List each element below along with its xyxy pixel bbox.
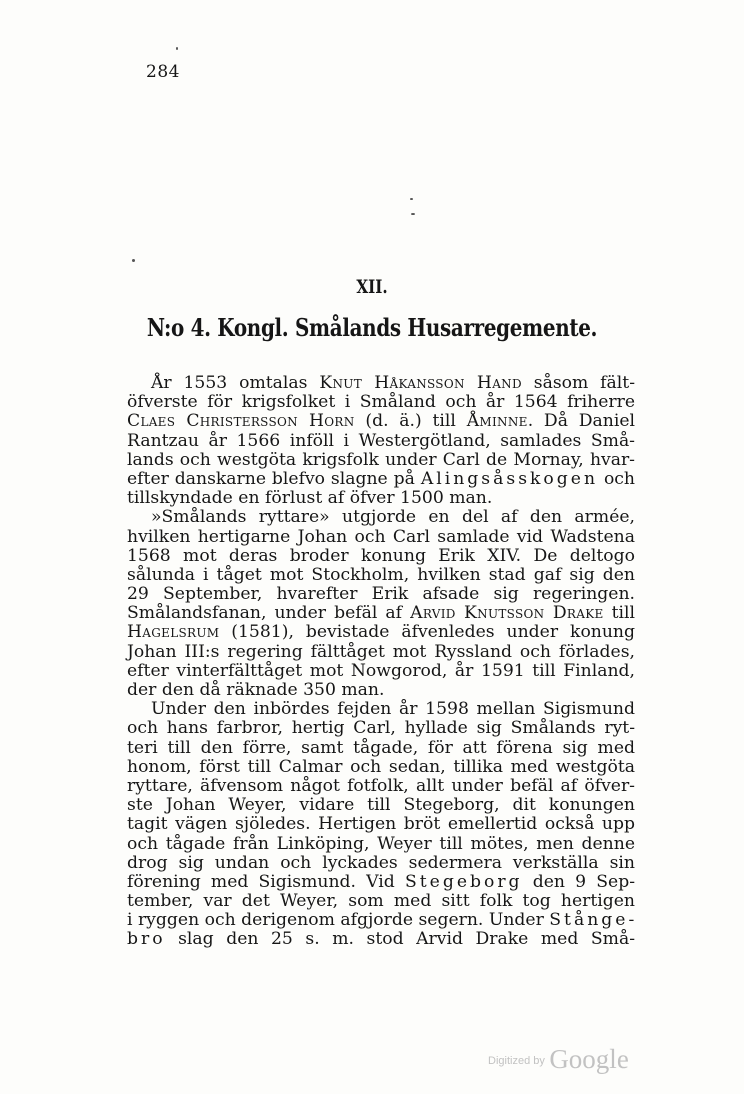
text-line (127, 623, 635, 642)
text-span: (d. ä.) till (354, 411, 467, 432)
text-line (127, 930, 635, 949)
text-span: till (603, 603, 635, 624)
person-name: Claes Christersson Horn (127, 411, 355, 432)
text-line (127, 910, 638, 931)
text-span: och (598, 468, 635, 489)
text-span: i ryggen och derigenom afgjorde segern. Under (127, 910, 550, 931)
text-span: efter danskarne blefvo slagne på (127, 468, 421, 489)
text-line: hvilken hertigarne Johan och Carl samlade vid Wadstena (127, 526, 635, 547)
person-name: Arvid Knutsson Drake (410, 603, 604, 624)
text-line: »Smålands ryttare» utgjorde en del af den armée, (151, 507, 635, 528)
text-line: Under den inbördes fejden år 1598 mellan Sigismund (151, 699, 635, 720)
print-speck (176, 47, 178, 50)
text-line (127, 412, 635, 431)
chapter-number: XII. (356, 276, 388, 298)
text-line: 1568 mot deras broder konung Erik XIV. De deltogo (127, 545, 635, 566)
text-line: och tågade från Linköping, Weyer till mötes, men denne (127, 833, 635, 854)
chapter-title: N:o 4. Kongl. Smålands Husarregemente. (146, 313, 598, 342)
spaced-place-name: bro (127, 929, 166, 950)
page-number: 284 (146, 62, 180, 82)
print-speck (410, 198, 413, 200)
text-line: och hans farbror, hertig Carl, hyllade sig Smålands ryt- (127, 718, 635, 739)
text-line (127, 374, 635, 393)
text-line: teri till den förre, samt tågade, för att förena sig med (127, 737, 635, 758)
text-line: tember, var det Weyer, som med sitt folk tog hertigen (127, 891, 635, 912)
watermark-prefix: Digitized by (488, 1055, 545, 1067)
text-line: 29 September, hvarefter Erik afsade sig regeringen. (127, 584, 635, 605)
place-name: Åminne (466, 411, 528, 432)
person-name: Knut Håkansson Hand (319, 373, 522, 393)
text-span: förening med Sigismund. Vid (127, 871, 405, 892)
watermark-brand: Google (549, 1044, 629, 1074)
text-line (127, 604, 635, 623)
text-span: såsom fält- (521, 373, 636, 393)
text-line: drog sig undan och lyckades sedermera verkställa sin (127, 852, 635, 873)
text-span: År 1553 omtalas (151, 373, 320, 393)
body-text (127, 373, 638, 950)
text-line: lands och westgöta krigsfolk under Carl de Mornay, hvar- (127, 449, 635, 470)
text-line: ryttare, äfvensom något fotfolk, allt under befäl af öfver- (127, 775, 635, 796)
text-line: honom, först till Calmar och sedan, tillika med westgöta (127, 756, 635, 777)
text-line: tagit vägen sjöledes. Hertigen bröt emellertid också upp (127, 814, 635, 835)
text-span: (1581), bevistade äfvenledes under konung (219, 622, 635, 643)
paragraph-1 (127, 374, 635, 508)
text-span: slag den 25 s. m. stod Arvid Drake med Små- (165, 929, 635, 950)
print-speck (132, 259, 135, 262)
text-line: Rantzau år 1566 inföll i Westergötland, samlades Små- (127, 430, 635, 451)
paragraph-3 (127, 699, 638, 950)
text-line: ste Johan Weyer, vidare till Stegeborg, dit konungen (127, 795, 635, 816)
text-line (127, 873, 635, 892)
paragraph-2 (127, 508, 635, 700)
spaced-place-name: Stegeborg (404, 871, 523, 892)
text-line: Johan III:s regering fälttåget mot Ryssland och förlades, (127, 641, 635, 662)
text-line: der den då räknade 350 man. (127, 680, 385, 700)
text-line: tillskyndade en förlust af öfver 1500 man. (127, 488, 493, 509)
digitized-by-google-watermark (488, 1044, 629, 1075)
spaced-place-name: Alingsåsskogen (420, 468, 599, 489)
text-line: öfverste för krigsfolket i Småland och år 1564 friherre (127, 392, 635, 413)
place-name: Hagelsrum (127, 622, 220, 643)
text-line (127, 470, 635, 489)
spaced-place-name: Stånge- (549, 910, 638, 931)
text-span: . Då Daniel (527, 411, 635, 432)
text-line: sålunda i tåget mot Stockholm, hvilken stad gaf sig den (127, 564, 635, 585)
text-span: den 9 Sep- (522, 871, 635, 892)
text-span: Smålandsfanan, under befäl af (127, 603, 411, 624)
print-speck (411, 213, 415, 215)
text-line: efter vinterfälttåget mot Nowgorod, år 1591 till Finland, (127, 660, 635, 681)
